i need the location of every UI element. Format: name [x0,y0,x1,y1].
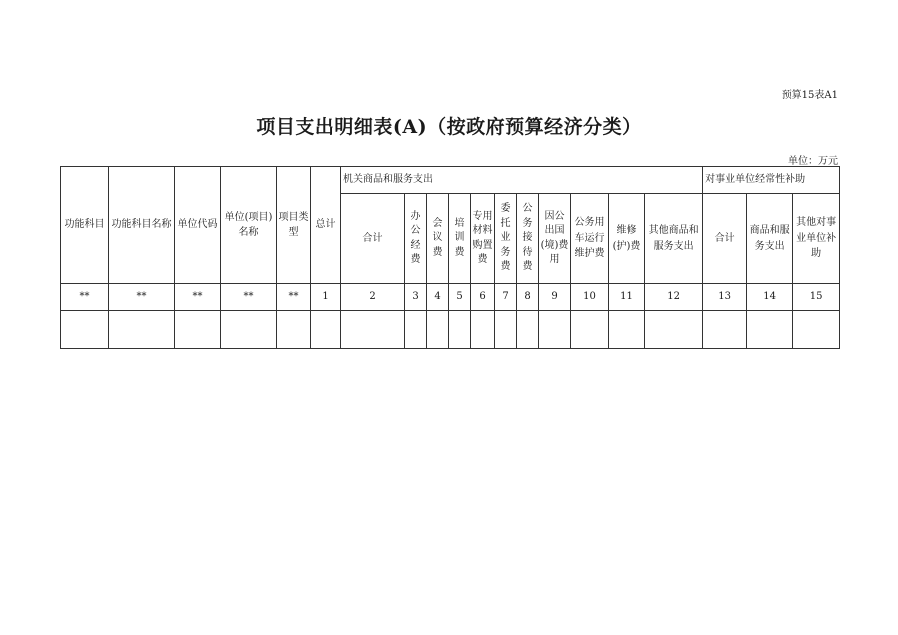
col-header-commissioned-services: 委托业务费 [495,194,517,284]
index-cell: 7 [495,284,517,311]
index-cell: 13 [703,284,747,311]
expenditure-table [60,166,840,349]
index-cell: 5 [449,284,471,311]
col-header-g2-subtotal: 合计 [703,194,747,284]
empty-cell [571,311,609,349]
empty-cell [703,311,747,349]
index-cell: ** [109,284,175,311]
col-header-g1-subtotal: 合计 [341,194,405,284]
empty-cell [277,311,311,349]
form-code: 预算15表A1 [781,90,838,101]
index-cell: ** [221,284,277,311]
index-cell: ** [277,284,311,311]
header-unit-project-name: 单位(项目)名称 [221,167,277,284]
index-cell: 11 [609,284,645,311]
empty-cell [793,311,840,349]
empty-cell [61,311,109,349]
group-header-institution-subsidies: 对事业单位经常性补助 [703,167,840,194]
unit-label: 单位：万元 [788,156,838,167]
index-cell: 14 [747,284,793,311]
index-cell: ** [175,284,221,311]
empty-cell [517,311,539,349]
index-cell: 15 [793,284,840,311]
index-cell: 3 [405,284,427,311]
header-function-subject: 功能科目 [61,167,109,284]
col-header-meeting-fee: 会议费 [427,194,449,284]
empty-cell [109,311,175,349]
empty-cell [405,311,427,349]
empty-data-row [61,311,840,349]
page-title: 项目支出明细表(A)（按政府预算经济分类） [256,116,642,138]
col-header-repair-fee: 维修(护)费 [609,194,645,284]
index-cell: 4 [427,284,449,311]
col-header-g2-goods-services: 商品和服务支出 [747,194,793,284]
empty-cell [609,311,645,349]
col-header-official-reception: 公务接待费 [517,194,539,284]
index-cell: 9 [539,284,571,311]
col-header-special-materials: 专用材料购置费 [471,194,495,284]
empty-cell [341,311,405,349]
group-header-agency-goods-services: 机关商品和服务支出 [341,167,703,194]
index-cell: 12 [645,284,703,311]
header-project-type: 项目类型 [277,167,311,284]
col-header-vehicle-maintenance: 公务用车运行维护费 [571,194,609,284]
empty-cell [747,311,793,349]
empty-cell [449,311,471,349]
col-header-g2-other-subsidies: 其他对事业单位补助 [793,194,840,284]
col-header-office-expense: 办公经费 [405,194,427,284]
empty-cell [645,311,703,349]
empty-cell [175,311,221,349]
empty-cell [221,311,277,349]
col-header-training-fee: 培训费 [449,194,471,284]
empty-cell [427,311,449,349]
header-unit-code: 单位代码 [175,167,221,284]
header-function-subject-name: 功能科目名称 [109,167,175,284]
index-cell: 6 [471,284,495,311]
col-header-other-goods-services: 其他商品和服务支出 [645,194,703,284]
empty-cell [495,311,517,349]
index-cell: ** [61,284,109,311]
col-header-overseas-travel: 因公出国(境)费用 [539,194,571,284]
index-cell: 8 [517,284,539,311]
index-row [61,284,840,311]
empty-cell [471,311,495,349]
index-cell: 2 [341,284,405,311]
index-cell: 10 [571,284,609,311]
index-cell: 1 [311,284,341,311]
header-grand-total: 总计 [311,167,341,284]
empty-cell [311,311,341,349]
empty-cell [539,311,571,349]
